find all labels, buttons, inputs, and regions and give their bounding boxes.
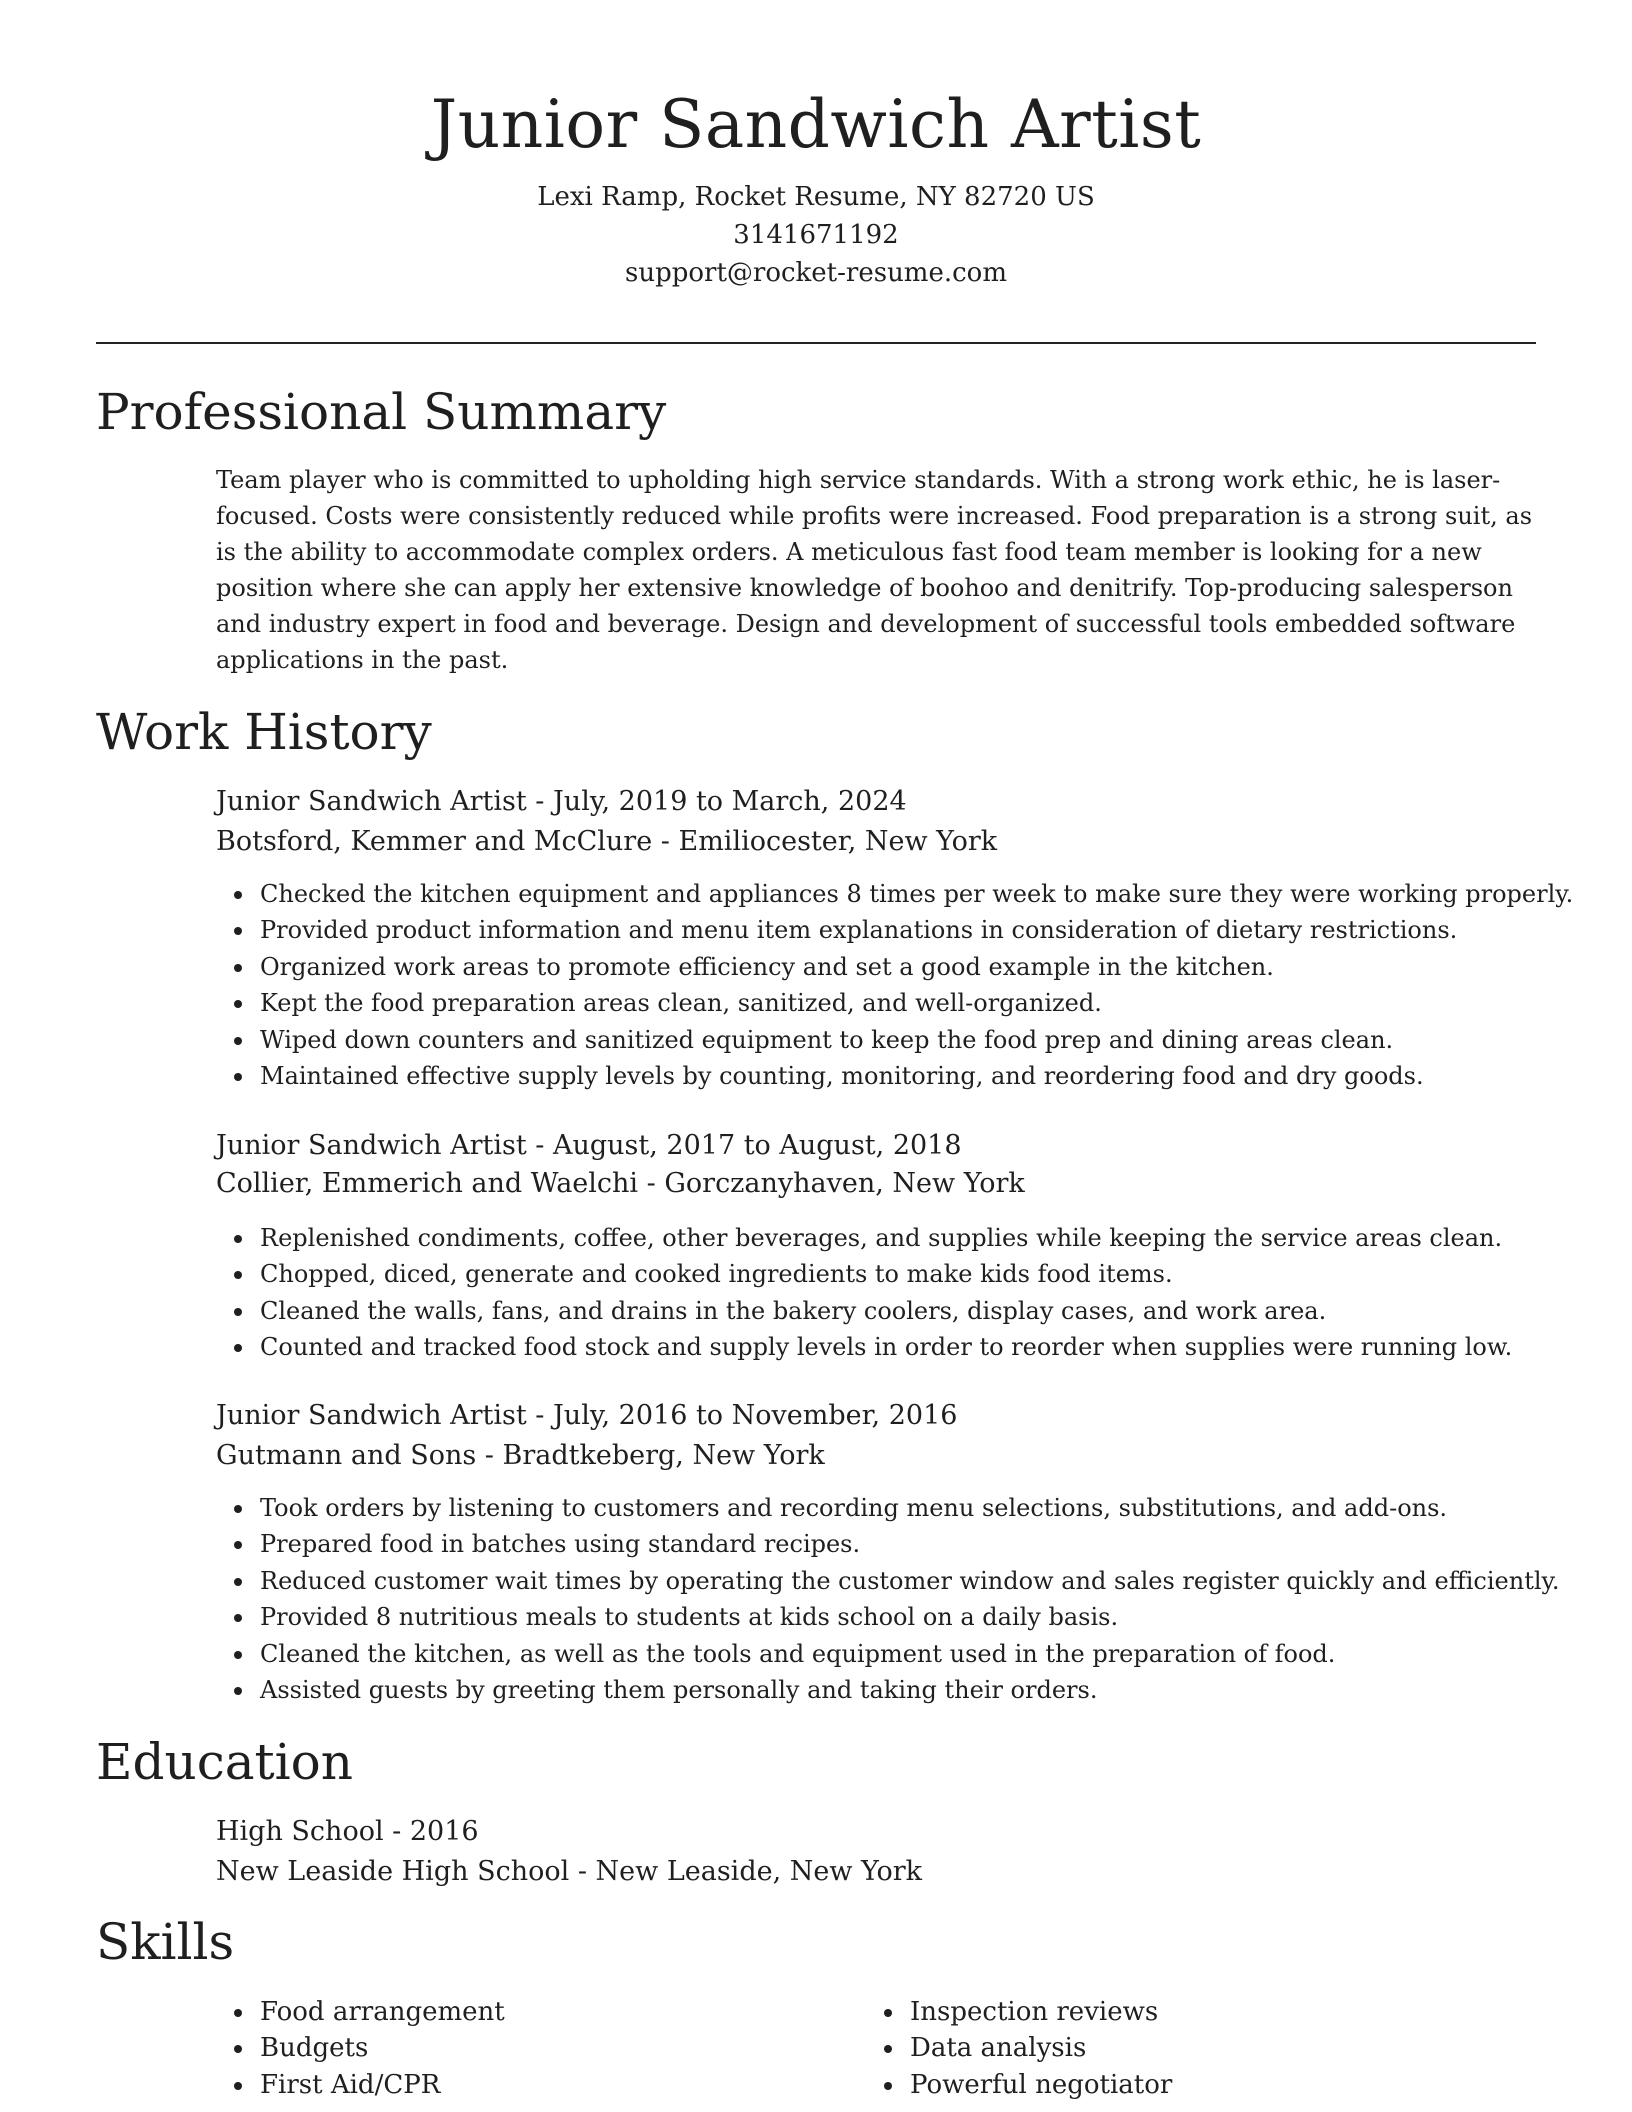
summary-heading: Professional Summary [96, 383, 667, 441]
list-item: Prepared food in batches using standard recipes. [260, 1526, 1590, 1562]
list-item: Reduced customer wait times by operating the customer window and sales register quickly and efficiently. [260, 1563, 1590, 1599]
job-2-employer [216, 1164, 1025, 1204]
list-item: Powerful negotiator [910, 2067, 1172, 2103]
job-3-role: Junior Sandwich Artist [216, 1400, 527, 1431]
list-item: Provided product information and menu item explanations in consideration of dietary restrictions. [260, 912, 1590, 948]
list-item: Chopped, diced, generate and cooked ingredients to make kids food items. [260, 1256, 1590, 1292]
skills-right-column [866, 1994, 1172, 2103]
list-item: Data analysis [910, 2030, 1172, 2066]
job-1-bullets [216, 876, 1590, 1094]
list-item: Counted and tracked food stock and supply levels in order to reorder when supplies were running low. [260, 1329, 1590, 1365]
list-item: Kept the food preparation areas clean, sanitized, and well-organized. [260, 985, 1590, 1021]
list-item: Inspection reviews [910, 1994, 1172, 2030]
job-2-role: Junior Sandwich Artist [216, 1130, 527, 1161]
job-1-dates: - July, 2019 to March, 2024 [526, 786, 907, 817]
job-1-location: - Emiliocester, New York [652, 826, 998, 857]
list-item: Took orders by listening to customers and recording menu selections, substitutions, and add-ons. [260, 1490, 1590, 1526]
resume-header [96, 80, 1536, 292]
list-item: Assisted guests by greeting them personally and taking their orders. [260, 1672, 1590, 1708]
list-item: Checked the kitchen equipment and appliances 8 times per week to make sure they were working properly. [260, 876, 1590, 912]
list-item: Maintained effective supply levels by counting, monitoring, and reordering food and dry goods. [260, 1058, 1590, 1094]
education-degree-line [216, 1812, 479, 1852]
list-item: Cleaned the walls, fans, and drains in the bakery coolers, display cases, and work area. [260, 1293, 1590, 1329]
job-3-location: - Bradtkeberg, New York [476, 1440, 825, 1471]
education-school-line [216, 1852, 922, 1892]
work-history-heading: Work History [96, 703, 432, 761]
job-3-dates: - July, 2016 to November, 2016 [526, 1400, 958, 1431]
education-heading: Education [96, 1733, 353, 1791]
header-divider [96, 342, 1536, 344]
skills-left-column [216, 1994, 505, 2103]
job-1-employer [216, 822, 997, 862]
list-item: Organized work areas to promote efficiency and set a good example in the kitchen. [260, 949, 1590, 985]
job-3-bullets [216, 1490, 1590, 1708]
list-item: Wiped down counters and sanitized equipment to keep the food prep and dining areas clean. [260, 1022, 1590, 1058]
job-2-company: Collier, Emmerich and Waelchi [216, 1168, 639, 1199]
contact-phone: 3141671192 [733, 220, 899, 250]
job-3-company: Gutmann and Sons [216, 1440, 477, 1471]
job-2-bullets [216, 1220, 1590, 1366]
contact-address: Lexi Ramp, Rocket Resume, NY 82720 US [537, 182, 1095, 212]
job-3-employer [216, 1436, 825, 1476]
job-2-dates: - August, 2017 to August, 2018 [526, 1130, 962, 1161]
job-2-title [216, 1126, 962, 1166]
skills-heading: Skills [96, 1913, 235, 1971]
education-location: - New Leaside, New York [569, 1856, 923, 1887]
education-school: New Leaside High School [216, 1856, 570, 1887]
education-year: - 2016 [383, 1816, 479, 1847]
list-item: Provided 8 nutritious meals to students at kids school on a daily basis. [260, 1599, 1590, 1635]
job-1-title [216, 782, 907, 822]
list-item: Budgets [260, 2030, 505, 2066]
education-degree: High School [216, 1816, 384, 1847]
list-item: Cleaned the kitchen, as well as the tools and equipment used in the preparation of food. [260, 1636, 1590, 1672]
job-3-title [216, 1396, 957, 1436]
list-item: Food arrangement [260, 1994, 505, 2030]
list-item: Replenished condiments, coffee, other beverages, and supplies while keeping the service areas clean. [260, 1220, 1590, 1256]
job-2-location: - Gorczanyhaven, New York [638, 1168, 1025, 1199]
list-item: First Aid/CPR [260, 2067, 505, 2103]
contact-block [96, 178, 1536, 292]
job-1-company: Botsford, Kemmer and McClure [216, 826, 653, 857]
summary-text: Team player who is committed to upholding high service standards. With a strong work ethic, he is laser-focused. Costs were consistently reduced while profits were increased. Food preparation is a strong suit, as is the ability to accommodate complex orders. A meticulous fast food team member is looking for a new position where she can apply her extensive knowledge of boohoo and denitrify. Top-producing salesperson and industry expert in food and beverage. Design and development of successful tools embedded software applications in the past. [216, 466, 1533, 674]
contact-email: support@rocket-resume.com [624, 258, 1007, 288]
job-1-role: Junior Sandwich Artist [216, 786, 527, 817]
candidate-name: Junior Sandwich Artist [430, 86, 1202, 163]
